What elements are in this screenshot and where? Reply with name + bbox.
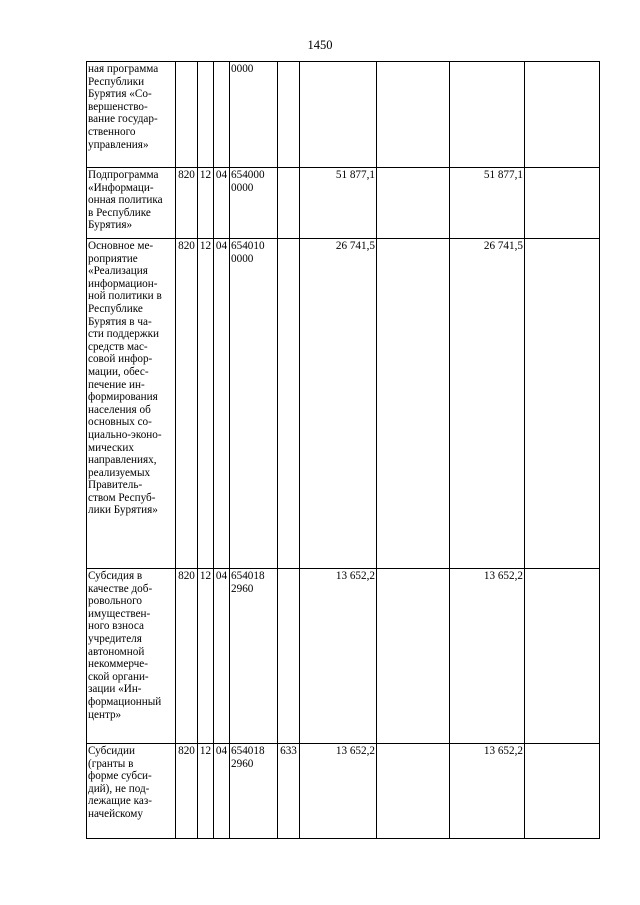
cell-vr (278, 239, 300, 569)
cell-csr (230, 239, 278, 569)
cell-name-line: средств мас- (88, 340, 148, 353)
cell-name-line: начейскому (88, 807, 143, 820)
cell-csr (230, 569, 278, 744)
cell-name-line: дий), не под- (88, 782, 150, 795)
cell-name-line: в Республике (88, 206, 151, 219)
cell-sum-1: 26 741,5 (300, 239, 377, 569)
cell-name (87, 62, 176, 168)
cell-name-line: Бурятия в ча- (88, 315, 152, 328)
cell-name-line: Подпрограмма (88, 169, 159, 181)
cell-sum-3: 26 741,5 (450, 239, 525, 569)
cell-csr-line: 654000 (231, 169, 265, 181)
cell-name-line: формирования (88, 391, 158, 404)
budget-table (86, 61, 600, 839)
cell-name-line: ровольного (88, 595, 143, 608)
cell-name-line: Субсидии (88, 745, 135, 757)
cell-sum-4 (525, 569, 600, 744)
cell-name-line: ного взноса (88, 620, 144, 633)
cell-vr (278, 62, 300, 168)
cell-rz: 12 (198, 744, 214, 839)
cell-csr-line: 0000 (231, 63, 254, 75)
cell-grbs (176, 62, 198, 168)
cell-name-line: Правитель- (88, 479, 143, 492)
cell-name-line: вание государ- (88, 113, 158, 126)
cell-name (87, 569, 176, 744)
cell-name-line: Республике (88, 302, 143, 315)
cell-grbs: 820 (176, 168, 198, 239)
cell-grbs: 820 (176, 239, 198, 569)
cell-vr (278, 569, 300, 744)
cell-csr (230, 62, 278, 168)
cell-name-line: ная программа (88, 63, 159, 75)
cell-name-line: некоммерче- (88, 658, 148, 671)
cell-pr: 04 (214, 569, 230, 744)
cell-name-line: основных со- (88, 416, 152, 429)
cell-name-line: совой инфор- (88, 353, 153, 366)
cell-sum-1: 51 877,1 (300, 168, 377, 239)
cell-name-line: печение ин- (88, 378, 145, 391)
cell-grbs: 820 (176, 569, 198, 744)
cell-name-line: зации «Ин- (88, 683, 142, 696)
cell-name-line: форме субси- (88, 770, 152, 783)
cell-name-line: направлениях, (88, 454, 157, 467)
cell-name-line: «Информаци- (88, 181, 154, 194)
cell-sum-1: 13 652,2 (300, 744, 377, 839)
cell-sum-2 (377, 744, 450, 839)
cell-sum-4 (525, 744, 600, 839)
cell-sum-2 (377, 168, 450, 239)
cell-rz (198, 62, 214, 168)
cell-name (87, 168, 176, 239)
cell-name (87, 239, 176, 569)
cell-vr (278, 168, 300, 239)
table-row (87, 744, 600, 839)
cell-name (87, 744, 176, 839)
table-row (87, 239, 600, 569)
cell-name-line: ственного (88, 125, 136, 138)
cell-pr: 04 (214, 239, 230, 569)
cell-csr-line: 654018 (231, 570, 265, 582)
cell-name-line: реализуемых (88, 466, 151, 479)
cell-name-line: лики Бурятия» (88, 504, 158, 517)
cell-name-line: ной политики в (88, 290, 162, 303)
cell-sum-3: 13 652,2 (450, 744, 525, 839)
cell-name-line: информацион- (88, 277, 158, 290)
cell-grbs: 820 (176, 744, 198, 839)
cell-name-line: ской органи- (88, 670, 149, 683)
cell-name-line: онная политика (88, 194, 163, 207)
cell-sum-3 (450, 62, 525, 168)
cell-csr (230, 168, 278, 239)
cell-name-line: сти поддержки (88, 328, 159, 341)
cell-pr: 04 (214, 168, 230, 239)
cell-name-line: населения об (88, 403, 151, 416)
cell-name-line: (гранты в (88, 757, 134, 770)
cell-sum-4 (525, 239, 600, 569)
cell-sum-4 (525, 62, 600, 168)
cell-sum-3: 13 652,2 (450, 569, 525, 744)
cell-name-line: управления» (88, 138, 149, 151)
cell-name-line: вершенство- (88, 100, 148, 113)
cell-csr-line: 2960 (231, 582, 254, 595)
cell-csr-line: 654010 (231, 240, 265, 252)
cell-name-line: автономной (88, 645, 145, 658)
cell-name-line: формационный (88, 695, 162, 708)
page-number: 1450 (307, 38, 333, 52)
cell-csr (230, 744, 278, 839)
cell-rz: 12 (198, 239, 214, 569)
cell-sum-3: 51 877,1 (450, 168, 525, 239)
cell-name-line: Республики (88, 75, 145, 88)
cell-sum-1: 13 652,2 (300, 569, 377, 744)
cell-name-line: мации, обес- (88, 365, 149, 378)
cell-csr-line: 0000 (231, 252, 254, 265)
cell-csr-line: 2960 (231, 757, 254, 770)
cell-name-line: мических (88, 441, 134, 454)
cell-csr-line: 0000 (231, 181, 254, 194)
cell-name-line: Основное ме- (88, 240, 154, 252)
cell-name-line: циально-эконо- (88, 428, 162, 441)
cell-name-line: ством Респуб- (88, 491, 156, 504)
cell-vr: 633 (278, 744, 300, 839)
cell-sum-1 (300, 62, 377, 168)
cell-name-line: «Реализация (88, 265, 148, 278)
cell-rz: 12 (198, 569, 214, 744)
cell-sum-4 (525, 168, 600, 239)
cell-pr (214, 62, 230, 168)
cell-name-line: Субсидия в (88, 570, 143, 582)
cell-name-line: роприятие (88, 252, 138, 265)
cell-sum-2 (377, 569, 450, 744)
cell-rz: 12 (198, 168, 214, 239)
cell-name-line: Бурятия» (88, 219, 133, 232)
cell-sum-2 (377, 239, 450, 569)
cell-pr: 04 (214, 744, 230, 839)
table-row (87, 62, 600, 168)
cell-name-line: учредителя (88, 632, 142, 645)
cell-name-line: Бурятия «Со- (88, 88, 152, 101)
cell-name-line: качестве доб- (88, 582, 153, 595)
table-row (87, 569, 600, 744)
cell-name-line: лежащие каз- (88, 795, 152, 808)
cell-csr-line: 654018 (231, 745, 265, 757)
cell-name-line: центр» (88, 708, 122, 721)
table-row (87, 168, 600, 239)
cell-name-line: имуществен- (88, 607, 151, 620)
cell-sum-2 (377, 62, 450, 168)
